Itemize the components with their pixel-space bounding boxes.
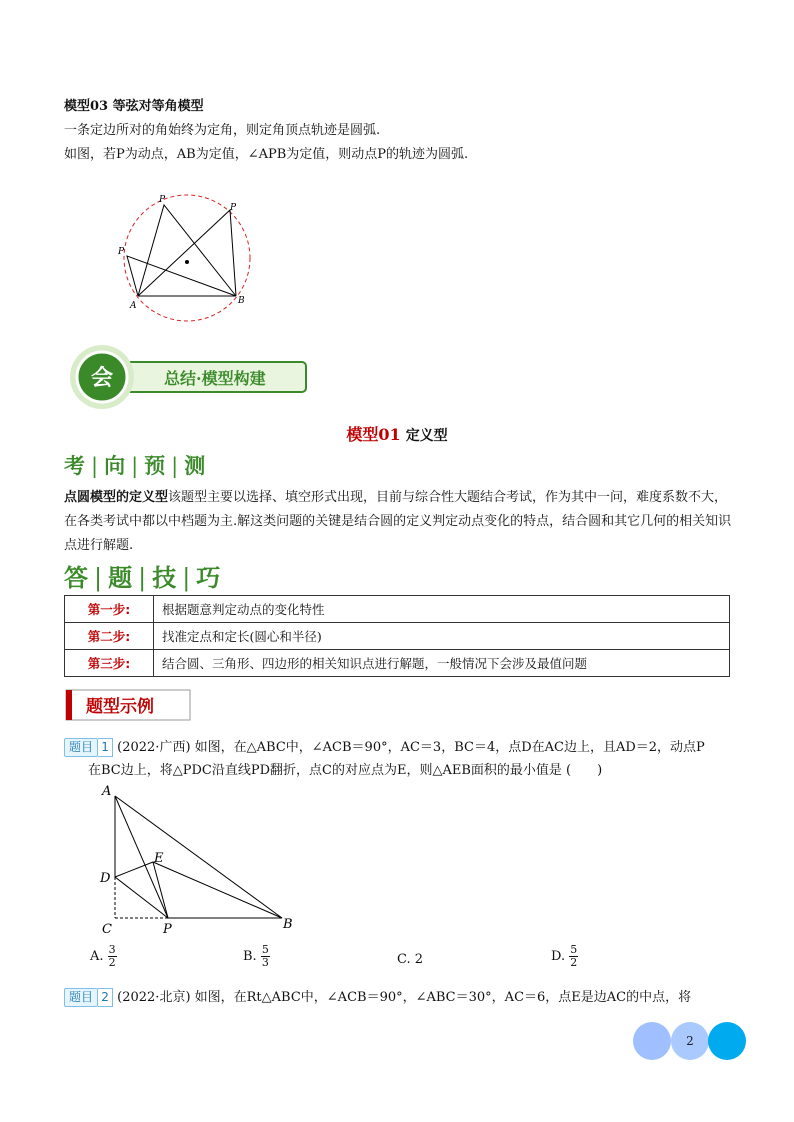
q2-text1: (2022·北京) 如图，在Rt△ABC中，∠ACB＝90°，∠ABC＝30°，AC＝6，点E是边AC的中点，将	[117, 990, 692, 1005]
segment-dp	[115, 877, 168, 918]
example-banner-text: 题型示例	[86, 697, 154, 717]
label-c: C	[102, 922, 112, 937]
dashed-circle	[124, 195, 250, 321]
step-text: 根据题意判定动点的变化特性	[154, 596, 730, 623]
option-fraction: $\frac{5}{2}$	[570, 943, 578, 969]
table-row	[65, 650, 730, 677]
center-dot	[185, 260, 189, 264]
q1-option-a[interactable]	[90, 944, 117, 969]
label-e: E	[154, 851, 164, 866]
circle-arc-figure	[110, 190, 270, 330]
paragraph-body: 该题型主要以选择、填空形式出现，目前与综合性大题结合考试，作为其中一问，难度系数不大，在各类考试中都以中档题为主.解这类问题的关键是结合圆的定义判定动点变化的特点，结合圆和其它几何的相关知识点进行解题.	[64, 490, 732, 553]
table-row	[65, 596, 730, 623]
heading-char: 测	[184, 453, 208, 478]
model03-title: 模型03 等弦对等角模型	[64, 99, 204, 114]
label-p2: P	[230, 203, 237, 213]
step-label: 第三步:	[65, 650, 154, 677]
label-b: B	[238, 296, 245, 306]
model03-line2: 如图，若P为动点，AB为定值，∠APB为定值，则动点P的轨迹为圆弧.	[64, 147, 469, 162]
q2-line1	[64, 988, 691, 1008]
heading-char: 预	[144, 453, 168, 478]
option-letter: A.	[90, 949, 104, 964]
circle-left	[633, 1022, 671, 1060]
label-p3: P	[118, 247, 125, 257]
model01-title	[0, 422, 794, 445]
summary-banner	[66, 342, 312, 412]
page-number-badge	[630, 1020, 750, 1064]
heading-char: 巧	[196, 563, 223, 592]
example-banner	[64, 688, 194, 724]
answer-tips-heading: 答 | 题 | 技 | 巧	[64, 563, 223, 592]
option-letter: D.	[551, 949, 566, 964]
q2-number: 2	[98, 988, 113, 1007]
q1-number: 1	[98, 738, 113, 757]
step-label: 第二步:	[65, 623, 154, 650]
option-letter: B.	[243, 949, 257, 964]
option-fraction: $\frac{5}{3}$	[261, 943, 269, 969]
option-value: 2	[414, 952, 424, 967]
label-d: D	[100, 871, 111, 886]
model01-title-b: 定义型	[405, 428, 448, 444]
q2-tag: 题目	[64, 988, 98, 1007]
label-b: B	[283, 917, 293, 932]
option-fraction: $\frac{3}{2}$	[108, 943, 116, 969]
q1-line1	[64, 738, 705, 758]
circle-right	[708, 1022, 746, 1060]
segment-ep	[153, 862, 168, 918]
paragraph-lead: 点圆模型的定义型	[64, 490, 169, 505]
heading-char: 技	[152, 563, 179, 592]
model03-line1: 一条定边所对的角始终为定角，则定角顶点轨迹是圆弧.	[64, 123, 381, 138]
q1-option-d[interactable]	[551, 944, 578, 969]
banner-text: 总结·模型构建	[164, 369, 266, 388]
q1-triangle-figure	[90, 782, 305, 937]
page-number: 2	[686, 1034, 694, 1048]
heading-char: 答	[64, 563, 90, 592]
q1-tag: 题目	[64, 738, 98, 757]
q1-line2: 在BC边上，将△PDC沿直线PD翻折，点C的对应点为E，则△AEB面积的最小值是 ( )	[88, 763, 603, 778]
step-text: 找准定点和定长(圆心和半径)	[154, 623, 730, 650]
q1-text1: (2022·广西) 如图，在△ABC中，∠ACB＝90°，AC＝3，BC＝4，点D在AC边上，且AD＝2，动点P	[117, 740, 705, 755]
exam-direction-paragraph	[64, 486, 736, 558]
step-label: 第一步:	[65, 596, 154, 623]
q1-option-c[interactable]	[397, 950, 423, 970]
q1-option-b[interactable]	[243, 944, 270, 969]
label-a: A	[102, 784, 112, 799]
option-letter: C.	[397, 952, 411, 967]
heading-char: 题	[108, 563, 135, 592]
label-a: A	[130, 301, 137, 311]
steps-table	[64, 595, 730, 677]
banner-badge-text: 会	[90, 365, 114, 391]
step-text: 结合圆、三角形、四边形的相关知识点进行解题，一般情况下会涉及最值问题	[154, 650, 730, 677]
model01-title-a: 模型01	[346, 425, 401, 444]
heading-char: 向	[104, 453, 128, 478]
triangle-p2	[138, 210, 236, 296]
example-banner-accent	[66, 690, 72, 720]
exam-direction-heading: 考 | 向 | 预 | 测	[64, 453, 208, 478]
segment-ab	[115, 796, 282, 918]
label-p: P	[163, 922, 172, 937]
label-p1: P	[159, 195, 166, 205]
heading-char: 考	[64, 453, 87, 478]
table-row	[65, 623, 730, 650]
